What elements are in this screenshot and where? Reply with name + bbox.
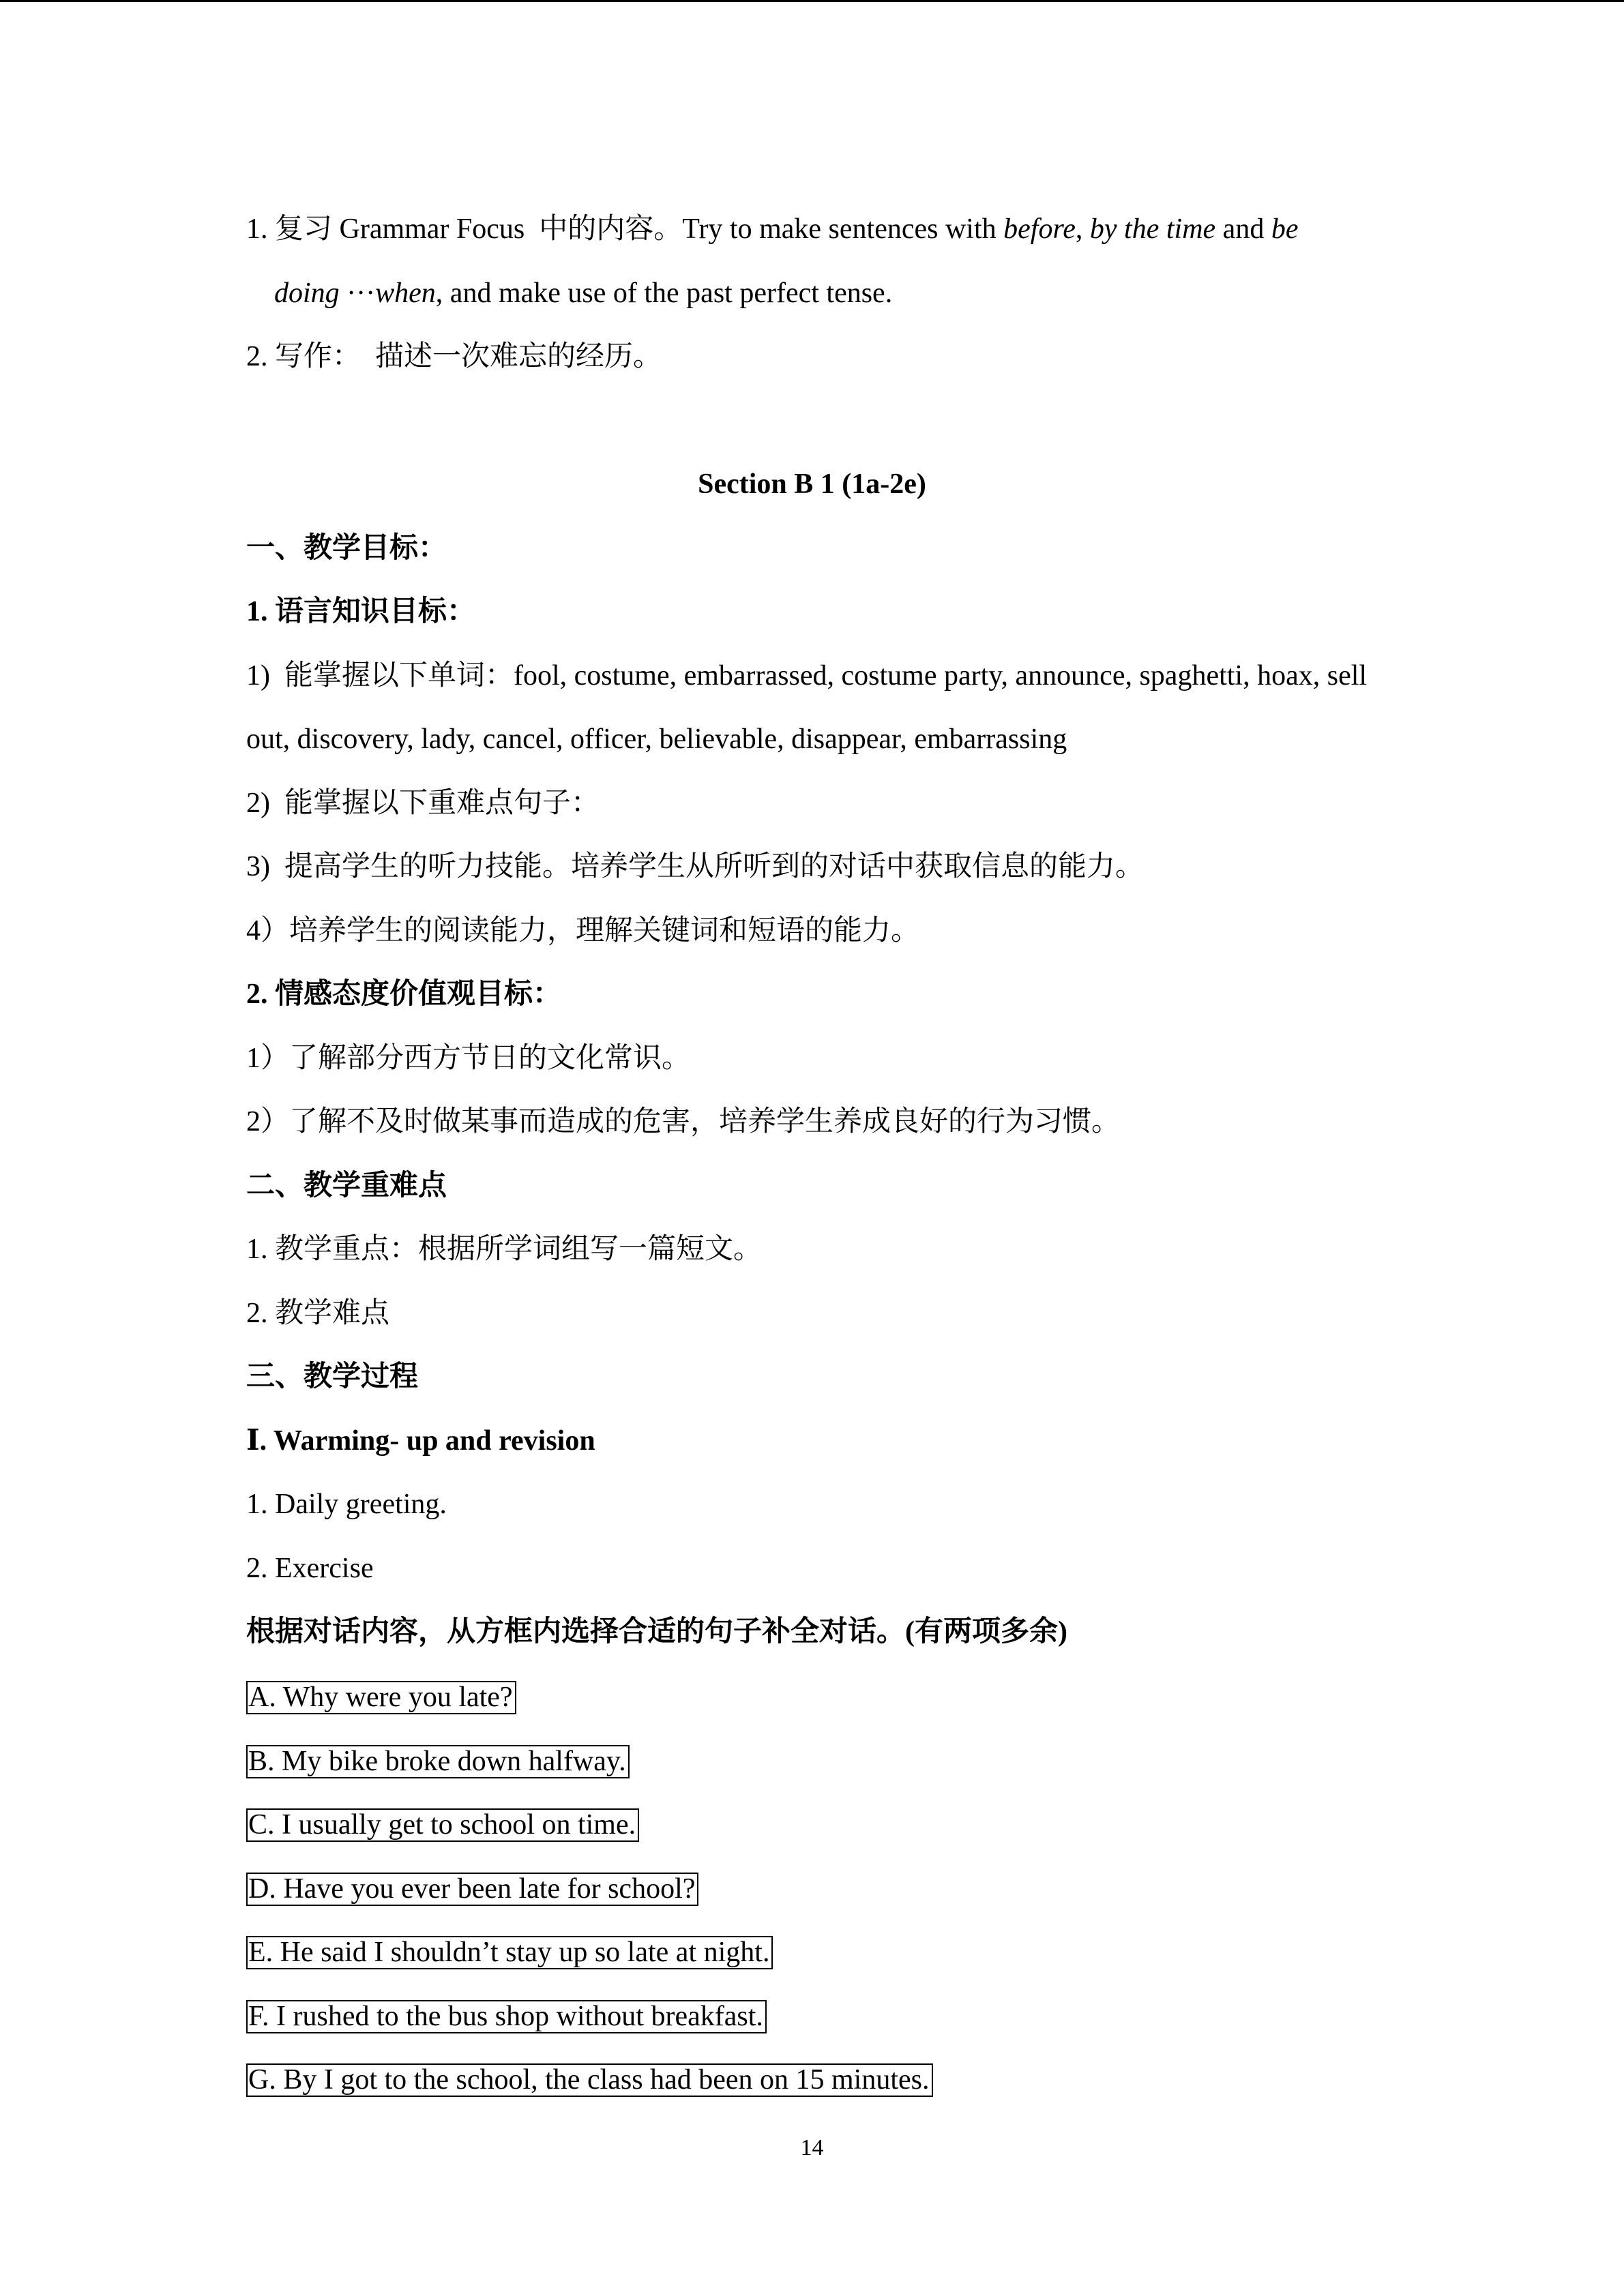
option-row-a — [246, 1665, 1378, 1729]
italic-when: when — [375, 277, 436, 309]
italic-doing: doing — [274, 277, 340, 309]
emotion-objectives-heading: 2. 情感态度价值观目标： — [246, 979, 562, 1010]
key-points-heading: 二、教学重难点 — [246, 1169, 447, 1202]
italic-before: before — [1003, 213, 1076, 245]
language-item-4: 4）培养学生的阅读能力，理解关键词和短语的能力。 — [246, 914, 920, 946]
warmup-heading: Ⅰ. Warming- up and revision — [246, 1425, 595, 1457]
exercise-instruction: 根据对话内容，从方框内选择合适的句子补全对话。(有两项多余) — [246, 1616, 1067, 1648]
language-item-1-continued: out, discovery, lady, cancel, officer, believable, disappear, embarrassing — [246, 724, 1067, 755]
option-e: E. He said I shouldn’t stay up so late at night. — [246, 1936, 773, 1969]
option-d: D. Have you ever been late for school? — [246, 1873, 698, 1906]
warmup-item-1: 1. Daily greeting. — [246, 1489, 447, 1520]
option-b: B. My bike broke down halfway. — [246, 1745, 630, 1778]
homework-item-1-line-2 — [246, 262, 1378, 326]
language-item-3: 3) 提高学生的听力技能。培养学生从所听到的对话中获取信息的能力。 — [246, 851, 1144, 882]
option-f: F. I rushed to the bus shop without breakfast. — [246, 2000, 767, 2033]
language-item-2: 2) 能掌握以下重难点句子： — [246, 787, 600, 819]
process-heading: 三、教学过程 — [246, 1361, 419, 1392]
option-row-g — [246, 2047, 1378, 2111]
option-row-e — [246, 1920, 1378, 1984]
language-item-1: 1) 能掌握以下单词：fool, costume, embarrassed, costume party, announce, spaghetti, hoax, sell — [246, 659, 1368, 691]
italic-be: be — [1271, 213, 1299, 245]
homework-item-2-number: 2. — [246, 341, 275, 372]
option-row-f — [246, 1983, 1378, 2047]
objectives-heading: 一、教学目标： — [246, 532, 447, 564]
key-point-2: 2. 教学难点 — [246, 1297, 390, 1329]
option-row-c — [246, 1792, 1378, 1856]
key-point-1: 1. 教学重点：根据所学词组写一篇短文。 — [246, 1234, 763, 1265]
homework-item-1-number: 1. — [246, 213, 275, 245]
emotion-item-1: 1）了解部分西方节日的文化常识。 — [246, 1042, 691, 1074]
option-a: A. Why were you late? — [246, 1681, 516, 1714]
blank-line — [246, 389, 1378, 453]
homework-item-1-and: and — [1215, 213, 1271, 245]
page-content — [246, 198, 1378, 2111]
option-row-b — [246, 1728, 1378, 1792]
warmup-item-2: 2. Exercise — [246, 1552, 374, 1584]
emotion-item-2: 2）了解不及时做某事而造成的危害，培养学生养成良好的行为习惯。 — [246, 1106, 1121, 1137]
option-row-d — [246, 1855, 1378, 1920]
italic-by-the-time: by the time — [1089, 213, 1216, 245]
page-number: 14 — [800, 2135, 824, 2160]
homework-item-2-text: 写作： 描述一次难忘的经历。 — [275, 341, 662, 372]
option-g: G. By I got to the school, the class had been on 15 minutes. — [246, 2063, 933, 2097]
ellipsis: ··· — [339, 277, 376, 309]
homework-item-1-text: 复习 Grammar Focus 中的内容。Try to make sentences with — [275, 213, 1004, 245]
section-title: Section B 1 (1a-2e) — [698, 468, 926, 500]
homework-item-2 — [246, 325, 1378, 389]
top-border-rule — [0, 0, 1624, 2]
homework-item-1-line-1 — [246, 198, 1378, 262]
option-c: C. I usually get to school on time. — [246, 1808, 639, 1842]
homework-item-1-ending: , and make use of the past perfect tense. — [435, 277, 893, 309]
language-objectives-heading: 1. 语言知识目标： — [246, 596, 476, 627]
homework-item-1-comma: , — [1075, 213, 1090, 245]
